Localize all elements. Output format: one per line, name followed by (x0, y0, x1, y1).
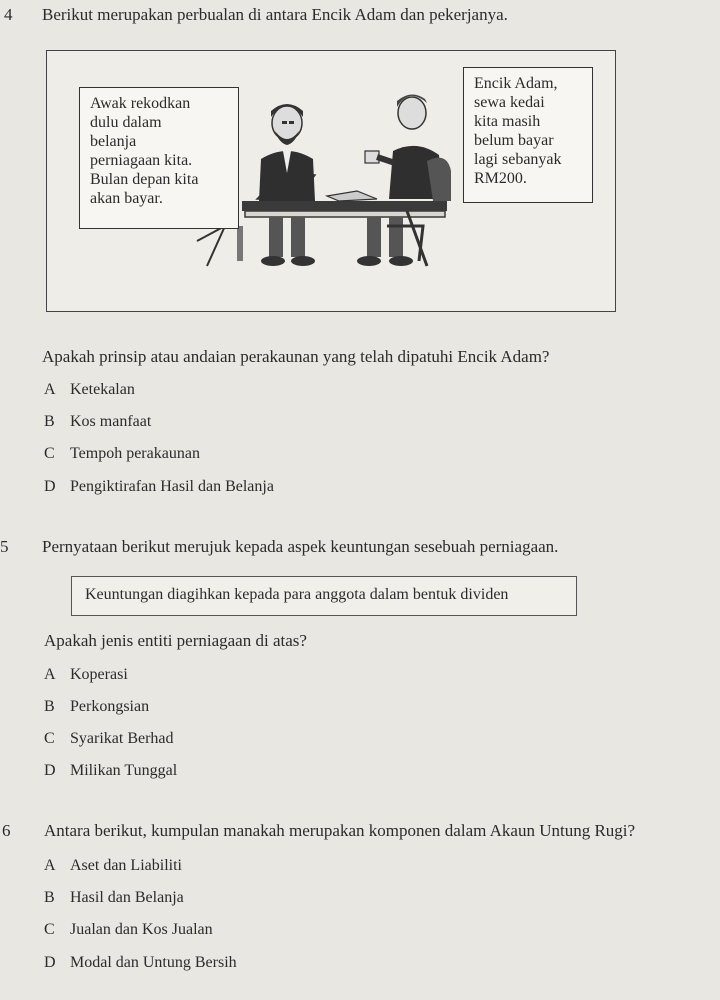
option-text: Jualan dan Kos Jualan (70, 921, 213, 938)
bubble-boss-line: Bulan depan kita (90, 171, 199, 188)
option-text: Modal dan Untung Bersih (70, 954, 237, 971)
option-text: Milikan Tunggal (70, 762, 178, 779)
option-6a[interactable] (44, 857, 182, 875)
option-text: Aset dan Liabiliti (70, 857, 182, 874)
option-letter: D (44, 954, 56, 971)
option-letter: B (44, 413, 55, 430)
question-4-number: 4 (4, 5, 13, 24)
option-text: Syarikat Berhad (70, 730, 174, 747)
bubble-worker-line: Encik Adam, (474, 75, 558, 92)
option-text: Kos manfaat (70, 413, 152, 430)
option-5b[interactable] (44, 698, 149, 716)
speech-bubble-boss (79, 87, 239, 229)
option-6b[interactable] (44, 889, 184, 907)
option-letter: C (44, 921, 55, 938)
option-text: Tempoh perakaunan (70, 445, 200, 462)
option-letter: D (44, 478, 56, 495)
bubble-boss-line: belanja (90, 133, 137, 150)
option-5c[interactable] (44, 730, 174, 748)
option-6d[interactable] (44, 954, 237, 972)
question-5-prompt: Apakah jenis entiti perniagaan di atas? (44, 631, 307, 650)
option-letter: C (44, 445, 55, 462)
option-text: Pengiktirafan Hasil dan Belanja (70, 478, 274, 495)
option-6c[interactable] (44, 921, 213, 939)
bubble-worker-line: belum bayar (474, 132, 554, 149)
bubble-boss-line: akan bayar. (90, 190, 163, 207)
question-4-prompt: Apakah prinsip atau andaian perakaunan yang telah dipatuhi Encik Adam? (42, 347, 550, 366)
option-letter: A (44, 381, 56, 398)
option-letter: C (44, 730, 55, 747)
option-letter: B (44, 698, 55, 715)
bubble-worker-line: kita masih (474, 113, 541, 130)
question-5-stem: Pernyataan berikut merujuk kepada aspek keuntungan sesebuah perniagaan. (42, 537, 559, 556)
bubble-boss-line: Awak rekodkan (90, 95, 191, 112)
option-text: Perkongsian (70, 698, 150, 715)
option-4b[interactable] (44, 413, 151, 431)
speech-bubble-worker (463, 67, 593, 203)
option-text: Ketekalan (70, 381, 135, 398)
question-4-stem: Berikut merupakan perbualan di antara Encik Adam dan pekerjanya. (42, 5, 508, 24)
statement-text: Keuntungan diagihkan kepada para anggota dalam bentuk dividen (85, 586, 509, 603)
option-text: Koperasi (70, 666, 128, 683)
conversation-illustration (46, 50, 616, 312)
bubble-worker-line: sewa kedai (474, 94, 545, 111)
option-5d[interactable] (44, 762, 177, 780)
option-letter: A (44, 857, 56, 874)
statement-box (71, 576, 577, 616)
option-4c[interactable] (44, 445, 200, 463)
option-letter: A (44, 666, 56, 683)
option-4a[interactable] (44, 381, 135, 399)
option-letter: D (44, 762, 56, 779)
option-letter: B (44, 889, 55, 906)
option-4d[interactable] (44, 478, 274, 496)
question-5-number: 5 (0, 537, 9, 556)
bubble-worker-line: RM200. (474, 170, 527, 187)
bubble-boss-line: dulu dalam (90, 114, 162, 131)
bubble-boss-line: perniagaan kita. (90, 152, 193, 169)
question-6-stem: Antara berikut, kumpulan manakah merupakan komponen dalam Akaun Untung Rugi? (44, 821, 636, 840)
bubble-worker-line: lagi sebanyak (474, 151, 562, 168)
boss-figure-icon (237, 104, 315, 266)
desk-icon (242, 201, 447, 211)
option-text: Hasil dan Belanja (70, 889, 184, 906)
option-5a[interactable] (44, 666, 128, 684)
worker-figure-icon (357, 94, 451, 266)
question-6-number: 6 (2, 821, 11, 840)
